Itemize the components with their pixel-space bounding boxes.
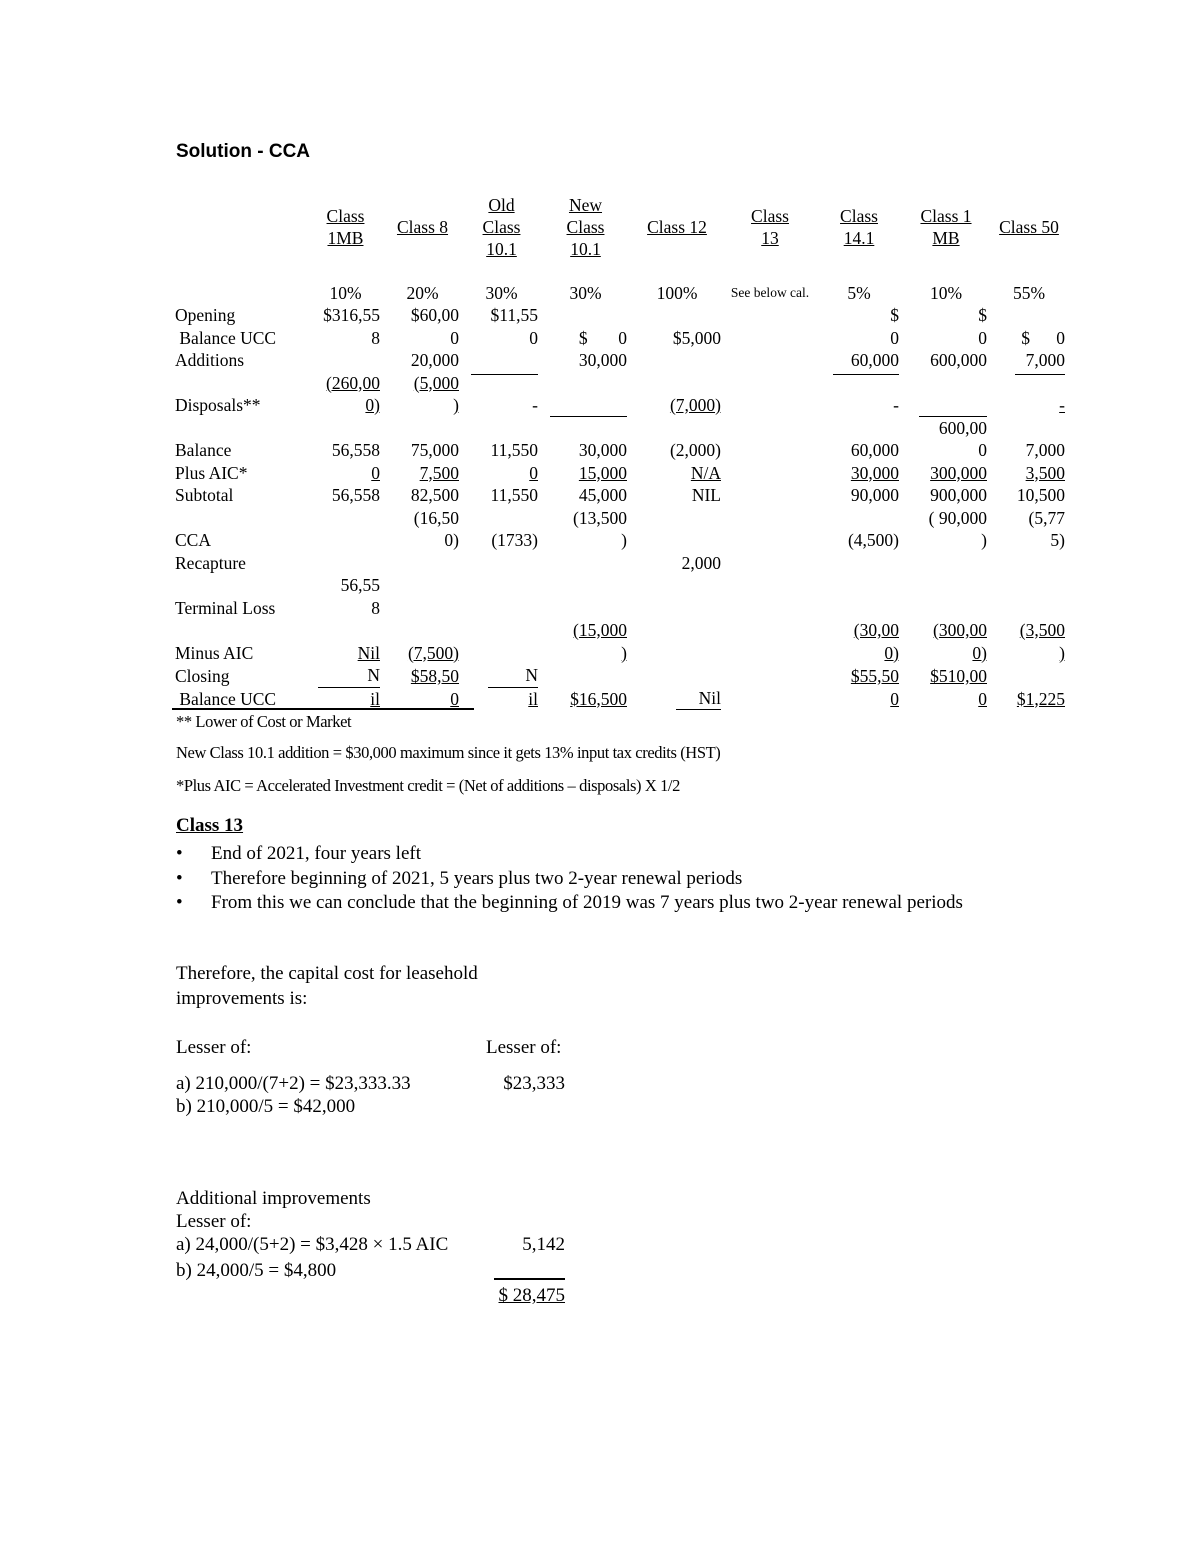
table-row-subtotal bbox=[172, 484, 1068, 507]
calc-b2: b) 24,000/5 = $4,800 bbox=[176, 1260, 337, 1281]
cell: 300,000 bbox=[930, 462, 987, 483]
cell: (3,500 ) bbox=[1019, 620, 1065, 663]
cell: 11,550 bbox=[490, 485, 538, 505]
cell: 30,000 bbox=[578, 350, 627, 370]
list-item: • Therefore beginning of 2021, 5 years plus two 2-year renewal periods bbox=[176, 867, 1016, 892]
cell: (5,000 ) bbox=[413, 372, 459, 415]
calc-a1: a) 210,000/(7+2) = $23,333.33 bbox=[176, 1073, 411, 1094]
cell: 30,000 bbox=[850, 462, 899, 483]
cell: 900,000 bbox=[930, 485, 987, 505]
cell bbox=[902, 372, 990, 417]
col-header-class-1mb: Class 1MB bbox=[326, 206, 365, 248]
cell: (7,000) bbox=[669, 395, 721, 415]
table-row-opening bbox=[172, 304, 1068, 349]
row-label: Plus AIC* bbox=[175, 462, 248, 483]
col-header-class-8: Class 8 bbox=[396, 217, 449, 237]
table-row-minus-aic bbox=[172, 619, 1068, 664]
cell: (4,500) bbox=[847, 530, 899, 550]
table-row-closing bbox=[172, 664, 1068, 710]
cell: N il bbox=[462, 664, 541, 710]
cell: 600,00 0 bbox=[938, 417, 987, 460]
cell: 82,500 bbox=[410, 485, 459, 505]
col-header-class-13: Class 13 bbox=[751, 206, 789, 248]
col-header-class-1-mb: Class 1 MB bbox=[920, 206, 972, 248]
table-row-balance bbox=[172, 417, 1068, 462]
table-row-terminal-loss bbox=[172, 574, 1068, 619]
cell: - bbox=[462, 372, 541, 417]
cell: $ 0 bbox=[890, 305, 899, 348]
bullet-icon: • bbox=[176, 867, 183, 889]
lesser-of-label: Lesser of: bbox=[176, 1211, 252, 1232]
header-row bbox=[172, 192, 1068, 262]
cell: 30,000 bbox=[578, 440, 627, 460]
cell: 2,000 bbox=[681, 552, 721, 573]
cell: $316,55 8 bbox=[323, 305, 380, 348]
cell: (15,000 ) bbox=[573, 620, 627, 663]
rate-cell: 20% bbox=[406, 282, 439, 303]
cca-table bbox=[172, 192, 1068, 710]
row-label: Additions bbox=[175, 350, 245, 370]
total-value: $ 28,475 bbox=[498, 1285, 565, 1306]
row-label: Subtotal bbox=[175, 485, 234, 505]
therefore-text: Therefore, the capital cost for leasehold improvements is: bbox=[176, 963, 478, 1009]
lesser-of-label: Lesser of: bbox=[176, 1037, 252, 1058]
cell: $1,225 bbox=[1016, 688, 1065, 709]
cell: $55,50 0 bbox=[850, 666, 899, 709]
col-header-class-12: Class 12 bbox=[647, 217, 707, 237]
cell: N/A bbox=[690, 462, 721, 483]
additional-improvements-label: Additional improvements bbox=[176, 1188, 371, 1209]
cell: (16,50 0) bbox=[413, 507, 459, 550]
rate-cell: 30% bbox=[485, 282, 518, 303]
cell: $ 0 bbox=[578, 327, 627, 348]
cell: Nil bbox=[357, 642, 380, 663]
col-header-class-50: Class 50 bbox=[999, 217, 1059, 237]
cell: 15,000 bbox=[578, 462, 627, 483]
row-label: Balance bbox=[175, 440, 232, 460]
cell: (5,77 5) bbox=[1028, 507, 1065, 550]
cell: $16,500 bbox=[570, 688, 627, 709]
value-2: 5,142 bbox=[522, 1234, 565, 1255]
cell: $ 0 bbox=[978, 305, 987, 348]
cell: 10,500 bbox=[1016, 485, 1065, 505]
rate-cell: 5% bbox=[847, 282, 871, 303]
note-lower-of-cost: ** Lower of Cost or Market bbox=[176, 712, 352, 731]
cell: - bbox=[990, 372, 1068, 417]
row-label: Recapture bbox=[175, 552, 246, 573]
cell: Nil bbox=[630, 664, 724, 710]
note-plus-aic: *Plus AIC = Accelerated Investment credit = (Net of additions – disposals) X 1/2 bbox=[176, 776, 680, 795]
note-class-10-1-addition: New Class 10.1 addition = $30,000 maximum since it gets 13% input tax credits (HST) bbox=[176, 743, 721, 762]
col-header-class-14-1: Class 14.1 bbox=[840, 206, 878, 248]
table-row-plus-aic bbox=[172, 462, 1068, 485]
table-bottom-rule bbox=[172, 708, 474, 710]
list-item: • From this we can conclude that the beginning of 2019 was 7 years plus two 2-year renewal periods bbox=[176, 891, 1016, 916]
table-row-cca bbox=[172, 507, 1068, 552]
cell: 90,000 bbox=[850, 485, 899, 505]
cell: ( 90,000 ) bbox=[928, 507, 987, 550]
col-header-old-class-10-1: Old Class 10.1 bbox=[482, 195, 521, 259]
list-item: • End of 2021, four years left bbox=[176, 842, 1016, 867]
cell: (2,000) bbox=[669, 440, 721, 460]
rate-cell: 10% bbox=[929, 282, 963, 303]
cell: - bbox=[816, 372, 902, 417]
bullet-icon: • bbox=[176, 892, 183, 913]
cell: 600,000 bbox=[930, 350, 987, 370]
cell: $5,000 bbox=[672, 327, 721, 348]
cell: 3,500 bbox=[1025, 462, 1065, 483]
table-row-additions bbox=[172, 349, 1068, 372]
cell: 11,550 bbox=[490, 440, 538, 460]
cell: 56,558 bbox=[331, 485, 380, 505]
cell: $58,50 0 bbox=[410, 666, 459, 709]
row-label: CCA bbox=[175, 530, 211, 550]
cell: 20,000 bbox=[410, 350, 459, 370]
cell: N il bbox=[308, 664, 383, 710]
page-title: Solution - CCA bbox=[176, 141, 311, 162]
bullet-icon: • bbox=[176, 843, 183, 864]
cell: 60,000 bbox=[850, 350, 899, 370]
cell: 0 bbox=[371, 462, 380, 483]
cell: (13,500 ) bbox=[573, 507, 627, 550]
cell: $60,00 0 bbox=[410, 305, 459, 348]
rate-cell: 10% bbox=[329, 282, 362, 303]
cell: 7,000 bbox=[1025, 440, 1065, 460]
cell: $ 0 bbox=[1021, 327, 1065, 348]
class13-bullet-list bbox=[176, 842, 1016, 916]
row-label: Disposals** bbox=[175, 395, 261, 415]
cell: (7,500) bbox=[407, 642, 459, 663]
rate-cell: 30% bbox=[569, 282, 602, 303]
calc-b1: b) 210,000/5 = $42,000 bbox=[176, 1096, 356, 1117]
cell: 7,000 bbox=[1025, 350, 1065, 370]
table-row-disposals bbox=[172, 372, 1068, 417]
calc-a2: a) 24,000/(5+2) = $3,428 × 1.5 AIC bbox=[176, 1234, 449, 1255]
rates-row bbox=[172, 262, 1068, 304]
rate-cell-see-below: See below cal. bbox=[730, 285, 810, 300]
class13-heading: Class 13 bbox=[176, 815, 244, 836]
row-label: Terminal Loss bbox=[175, 597, 276, 618]
cell: (30,00 0) bbox=[853, 620, 899, 663]
sum-rule bbox=[494, 1278, 565, 1280]
row-label: Minus AIC bbox=[175, 642, 254, 663]
cell: 7,500 bbox=[419, 462, 459, 483]
col-header-new-class-10-1: New Class 10.1 bbox=[566, 195, 605, 259]
cell: 75,000 bbox=[410, 440, 459, 460]
cell: 0 bbox=[529, 462, 538, 483]
row-label: Opening Balance UCC bbox=[175, 305, 277, 348]
rate-cell: 55% bbox=[1012, 282, 1046, 303]
cell: (1733) bbox=[491, 530, 538, 550]
value-1: $23,333 bbox=[503, 1073, 565, 1094]
table-row-recapture bbox=[172, 552, 1068, 575]
cell: $510,00 0 bbox=[930, 666, 987, 709]
cell: 56,558 bbox=[331, 440, 380, 460]
cell: 45,000 bbox=[578, 485, 627, 505]
cell: $11,55 0 bbox=[490, 305, 538, 348]
cell: 56,55 8 bbox=[340, 575, 380, 618]
cell: 60,000 bbox=[850, 440, 899, 460]
lesser-of-label: Lesser of: bbox=[486, 1037, 562, 1058]
cell bbox=[541, 372, 630, 417]
cell: (300,00 0) bbox=[933, 620, 987, 663]
rate-cell: 100% bbox=[656, 282, 698, 303]
cell: NIL bbox=[691, 485, 721, 505]
cell: (260,00 0) bbox=[326, 372, 380, 415]
row-label: Closing Balance UCC bbox=[175, 666, 277, 709]
